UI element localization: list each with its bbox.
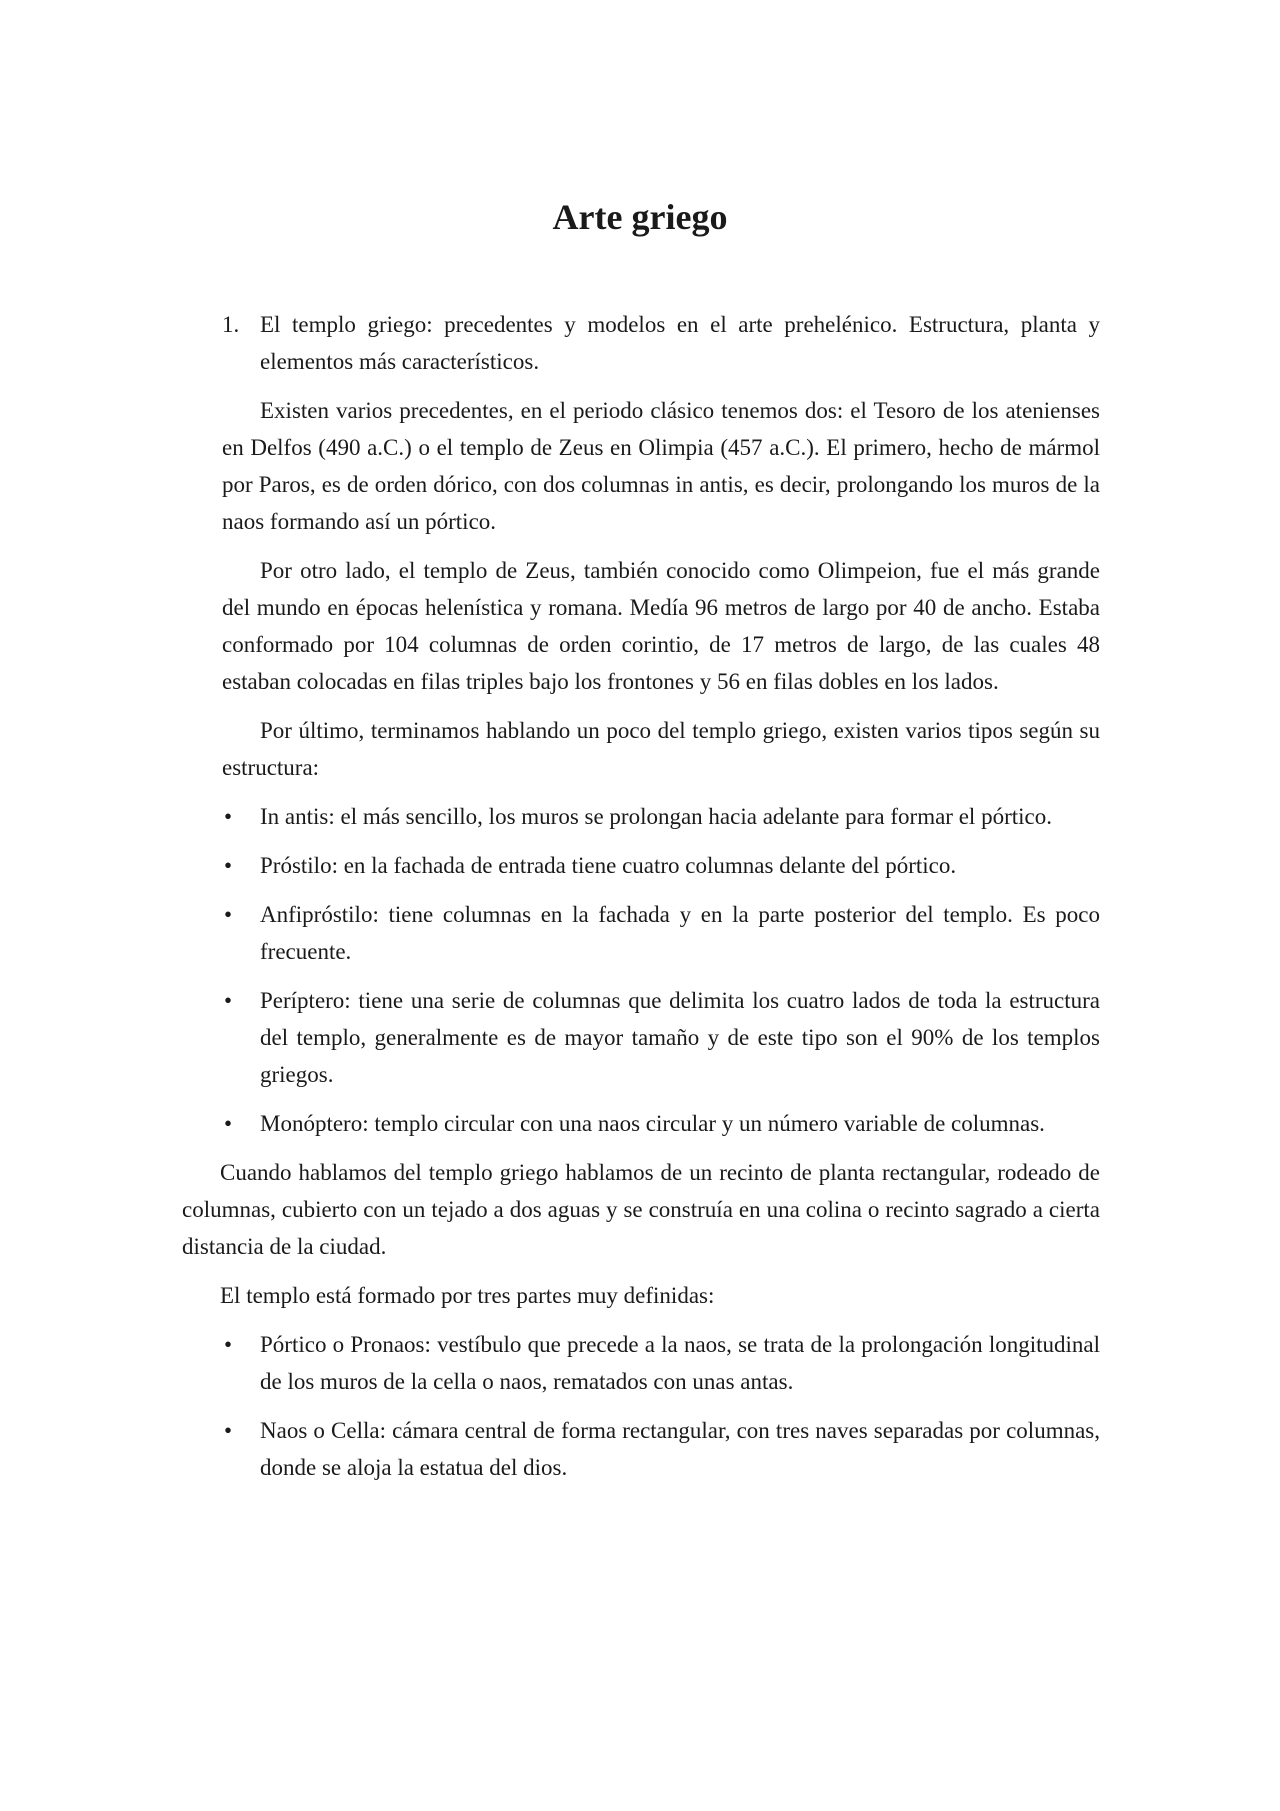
paragraph: Por último, terminamos hablando un poco del templo griego, existen varios tipos según su estructura:	[222, 718, 1100, 780]
list-item-text: Períptero: tiene una serie de columnas que delimita los cuatro lados de toda la estructura del templo, generalmente es de mayor tamaño y de este tipo son el 90% de los templos griegos.	[260, 988, 1100, 1087]
list-item-text: Naos o Cella: cámara central de forma rectangular, con tres naves separadas por columnas, donde se aloja la estatua del dios.	[260, 1418, 1100, 1480]
list-item-text: Anfipróstilo: tiene columnas en la fachada y en la parte posterior del templo. Es poco frecuente.	[260, 902, 1100, 964]
page-title: Arte griego	[552, 197, 728, 237]
paragraph: Cuando hablamos del templo griego hablamos de un recinto de planta rectangular, rodeado de columnas, cubierto con un tejado a dos aguas y se construía en una colina o recinto sagrado a cierta distancia de la ciudad.	[182, 1160, 1100, 1259]
paragraph: El templo está formado por tres partes muy definidas:	[220, 1283, 715, 1308]
list-number: 1.	[222, 312, 240, 337]
list-item	[182, 1326, 1100, 1400]
temple-types-list	[182, 798, 1100, 1142]
list-item	[182, 982, 1100, 1093]
list-item-text: In antis: el más sencillo, los muros se prolongan hacia adelante para formar el pórtico.	[260, 804, 1052, 829]
list-item	[182, 1105, 1100, 1142]
section-heading-text: El templo griego: precedentes y modelos en el arte prehelénico. Estructura, planta y elementos más característicos.	[260, 312, 1100, 374]
list-item	[182, 1412, 1100, 1486]
bullet-icon: •	[224, 1332, 233, 1357]
paragraph: Existen varios precedentes, en el periodo clásico tenemos dos: el Tesoro de los atenienses en Delfos (490 a.C.) o el templo de Zeus en Olimpia (457 a.C.). El primero, hecho de mármol por Paros, es de orden dórico, con dos columnas in antis, es decir, prolongando los muros de la naos formando así un pórtico.	[222, 398, 1100, 534]
bullet-icon: •	[224, 853, 233, 878]
bullet-icon: •	[224, 1111, 233, 1136]
temple-parts-list	[182, 1326, 1100, 1486]
bullet-icon: •	[224, 804, 233, 829]
list-item	[182, 798, 1100, 835]
bullet-icon: •	[224, 902, 233, 927]
list-item-text: Monóptero: templo circular con una naos circular y un número variable de columnas.	[260, 1111, 1045, 1136]
document-body	[182, 306, 1100, 1498]
list-item-text: Pórtico o Pronaos: vestíbulo que precede a la naos, se trata de la prolongación longitudinal de los muros de la cella o naos, rematados con unas antas.	[260, 1332, 1100, 1394]
list-item-text: Próstilo: en la fachada de entrada tiene cuatro columnas delante del pórtico.	[260, 853, 957, 878]
bullet-icon: •	[224, 1418, 233, 1443]
paragraph: Por otro lado, el templo de Zeus, también conocido como Olimpeion, fue el más grande del mundo en épocas helenística y romana. Medía 96 metros de largo por 40 de ancho. Estaba conformado por 104 columnas de orden corintio, de 17 metros de largo, de las cuales 48 estaban colocadas en filas triples bajo los frontones y 56 en filas dobles en los lados.	[222, 558, 1100, 694]
bullet-icon: •	[224, 988, 233, 1013]
list-item	[182, 847, 1100, 884]
numbered-heading	[182, 306, 1100, 380]
list-item	[182, 896, 1100, 970]
